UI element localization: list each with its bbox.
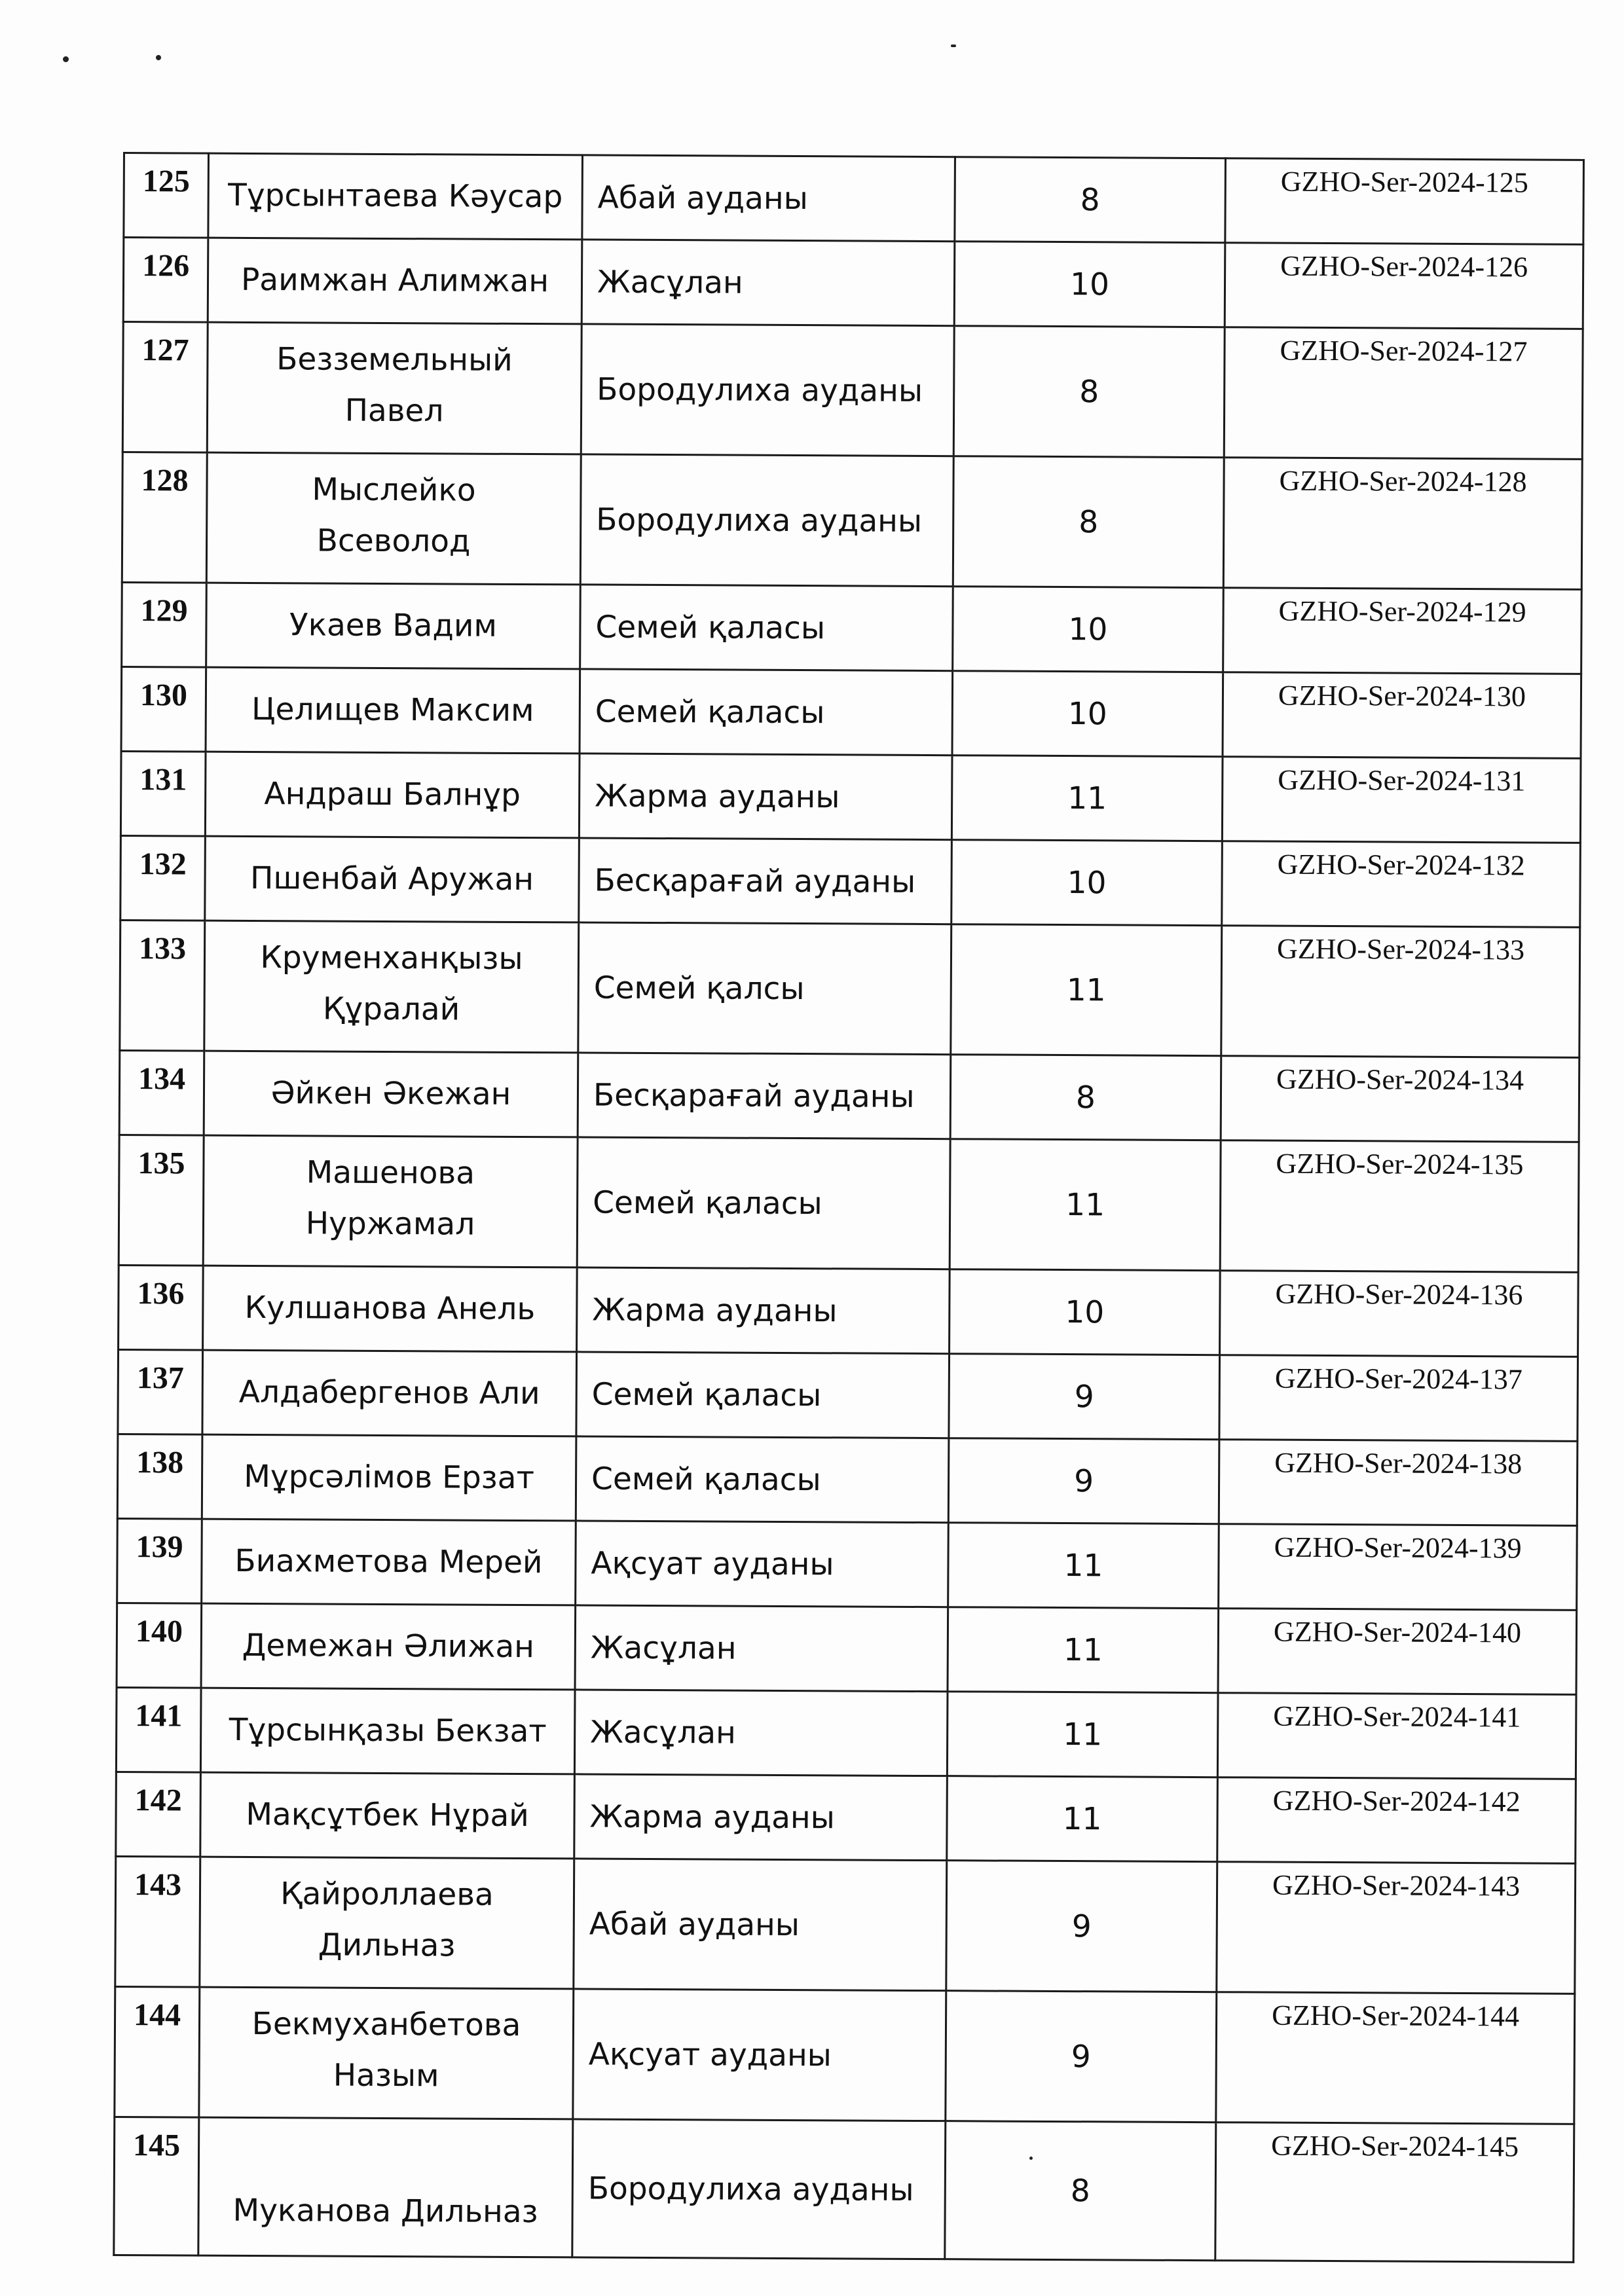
- certificate-code: GZHO-Ser-2024-144: [1216, 1992, 1575, 2124]
- row-number: 142: [116, 1772, 201, 1857]
- row-number: 139: [117, 1518, 202, 1603]
- grade: 11: [951, 924, 1222, 1056]
- table-row: [116, 1687, 1576, 1779]
- table-row: [115, 1986, 1575, 2124]
- certificate-code: GZHO-Ser-2024-138: [1219, 1440, 1578, 1526]
- district: Жарма ауданы: [577, 1267, 950, 1354]
- certificate-code: GZHO-Ser-2024-135: [1220, 1140, 1579, 1273]
- certificate-code: GZHO-Ser-2024-145: [1215, 2123, 1574, 2263]
- table-row: [120, 920, 1580, 1057]
- certificate-code: GZHO-Ser-2024-126: [1225, 243, 1583, 329]
- district: Семей қаласы: [577, 1137, 950, 1269]
- district: Бесқарағай ауданы: [579, 838, 952, 924]
- participant-name: Целищев Максим: [206, 667, 580, 754]
- district: Жасұлан: [581, 240, 955, 326]
- certificate-code: GZHO-Ser-2024-142: [1217, 1777, 1576, 1864]
- grade: 11: [948, 1607, 1219, 1693]
- grade: 9: [949, 1354, 1220, 1440]
- grade: 11: [947, 1776, 1218, 1862]
- participant-name: Тұрсынтаева Кәусар: [208, 153, 583, 240]
- district: Семей қаласы: [580, 585, 953, 671]
- participant-name: Алдабергенов Али: [202, 1350, 577, 1436]
- row-number: 126: [123, 238, 208, 323]
- participant-name: Андраш Балнұр: [205, 752, 580, 838]
- row-number: 136: [119, 1265, 204, 1350]
- grade: 9: [946, 1861, 1217, 1992]
- participant-name: Пшенбай Аружан: [205, 836, 580, 922]
- table-row: [124, 153, 1584, 245]
- participants-table: [113, 152, 1585, 2263]
- district: Жарма ауданы: [574, 1774, 948, 1861]
- grade: 10: [952, 671, 1223, 757]
- row-number: 135: [119, 1135, 204, 1266]
- participant-name: Круменханқызы Құралай: [204, 920, 579, 1053]
- row-number: 127: [122, 322, 208, 453]
- certificate-code: GZHO-Ser-2024-129: [1223, 588, 1582, 674]
- table-row: [117, 1434, 1578, 1525]
- certificate-code: GZHO-Ser-2024-127: [1224, 327, 1583, 460]
- district: Бесқарағай ауданы: [578, 1053, 951, 1139]
- grade: 10: [950, 1269, 1221, 1355]
- row-number: 133: [120, 920, 205, 1051]
- district: Ақсуат ауданы: [573, 1989, 946, 2121]
- district: Бородулиха ауданы: [572, 2119, 946, 2259]
- participant-name: Мыслейко Всеволод: [206, 452, 581, 585]
- grade: 8: [953, 456, 1224, 588]
- certificate-code: GZHO-Ser-2024-140: [1218, 1609, 1577, 1695]
- participant-name: Раимжан Алимжан: [208, 238, 582, 324]
- grade: 9: [946, 1991, 1217, 2123]
- participant-name: Қайроллаева Дильназ: [200, 1857, 574, 1989]
- table-row: [116, 1772, 1576, 1863]
- table-row: [117, 1518, 1578, 1610]
- district: Бородулиха ауданы: [581, 324, 954, 456]
- participant-name: Демежан Әлижан: [201, 1603, 576, 1690]
- participants-table-body: [114, 153, 1584, 2263]
- grade: 11: [948, 1523, 1219, 1609]
- row-number: 140: [117, 1603, 202, 1688]
- grade: 11: [951, 756, 1223, 841]
- district: Жасұлан: [574, 1690, 948, 1776]
- certificate-code: GZHO-Ser-2024-141: [1217, 1693, 1576, 1779]
- district: Семей қаласы: [576, 1436, 949, 1523]
- participant-name: Бекмуханбетова Назым: [199, 1987, 574, 2119]
- table-row: [121, 666, 1581, 758]
- participant-name: Безземельный Павел: [207, 322, 581, 454]
- district: Бородулиха ауданы: [580, 454, 953, 587]
- district: Абай ауданы: [574, 1859, 947, 1991]
- participant-name: Биахметова Мерей: [202, 1519, 576, 1605]
- row-number: 145: [114, 2117, 199, 2255]
- grade: 10: [951, 840, 1223, 926]
- certificate-code: GZHO-Ser-2024-131: [1222, 757, 1581, 843]
- grade: 11: [947, 1692, 1218, 1777]
- grade: 11: [950, 1139, 1221, 1271]
- row-number: 138: [117, 1434, 202, 1519]
- row-number: 141: [116, 1687, 201, 1772]
- certificate-code: GZHO-Ser-2024-133: [1221, 926, 1580, 1058]
- certificate-code: GZHO-Ser-2024-137: [1219, 1355, 1578, 1442]
- district: Жасұлан: [575, 1605, 948, 1692]
- scan-speck: [63, 56, 69, 62]
- grade: 10: [954, 242, 1225, 327]
- row-number: 131: [120, 751, 206, 836]
- row-number: 129: [122, 582, 207, 667]
- certificate-code: GZHO-Ser-2024-136: [1220, 1271, 1579, 1357]
- table-row: [122, 582, 1582, 674]
- row-number: 125: [124, 153, 209, 238]
- district: Жарма ауданы: [579, 754, 952, 840]
- district: Семей қаласы: [576, 1352, 950, 1438]
- district: Семей қалсы: [578, 922, 951, 1055]
- row-number: 137: [118, 1349, 203, 1434]
- grade: 8: [955, 157, 1226, 243]
- participant-name: Муканова Дильназ: [198, 2117, 573, 2257]
- participant-name: Кулшанова Анель: [203, 1266, 578, 1352]
- certificate-code: GZHO-Ser-2024-130: [1223, 672, 1581, 759]
- row-number: 130: [121, 666, 206, 752]
- participant-name: Машенова Нуржамал: [203, 1135, 578, 1267]
- scan-speck: [156, 55, 161, 60]
- participant-name: Укаев Вадим: [206, 583, 581, 669]
- grade: 9: [948, 1438, 1219, 1524]
- district: Семей қаласы: [580, 669, 953, 756]
- table-row: [117, 1603, 1577, 1694]
- participant-name: Тұрсынқазы Бекзат: [200, 1688, 575, 1774]
- grade: 8: [950, 1055, 1221, 1140]
- table-row: [119, 1050, 1579, 1142]
- district: Абай ауданы: [582, 155, 955, 242]
- table-row: [118, 1349, 1578, 1441]
- table-row: [114, 2117, 1574, 2262]
- table-row: [122, 452, 1582, 590]
- certificate-code: GZHO-Ser-2024-128: [1223, 458, 1582, 590]
- certificate-code: GZHO-Ser-2024-134: [1221, 1056, 1579, 1142]
- participant-name: Мұрсәлімов Ерзат: [202, 1434, 576, 1521]
- row-number: 132: [120, 835, 206, 920]
- table-row: [120, 835, 1581, 927]
- table-row: [123, 238, 1583, 329]
- certificate-code: GZHO-Ser-2024-139: [1219, 1524, 1578, 1611]
- participant-name: Мақсұтбек Нұрай: [200, 1772, 575, 1859]
- table-row: [119, 1265, 1579, 1357]
- certificate-code: GZHO-Ser-2024-143: [1217, 1862, 1576, 1994]
- grade: 10: [953, 587, 1224, 672]
- grade: 8: [945, 2121, 1216, 2261]
- row-number: 144: [115, 1986, 200, 2117]
- grade: 8: [953, 326, 1225, 458]
- table-row: [119, 1135, 1579, 1272]
- row-number: 143: [115, 1856, 200, 1987]
- table-row: [122, 322, 1583, 460]
- scan-speck: [951, 45, 956, 47]
- row-number: 134: [119, 1050, 204, 1135]
- row-number: 128: [122, 452, 207, 583]
- certificate-code: GZHO-Ser-2024-125: [1225, 158, 1584, 245]
- certificate-code: GZHO-Ser-2024-132: [1222, 841, 1581, 928]
- table-row: [115, 1856, 1576, 1994]
- table-row: [120, 751, 1581, 843]
- district: Ақсуат ауданы: [576, 1521, 949, 1607]
- participant-name: Әйкен Әкежан: [204, 1051, 578, 1137]
